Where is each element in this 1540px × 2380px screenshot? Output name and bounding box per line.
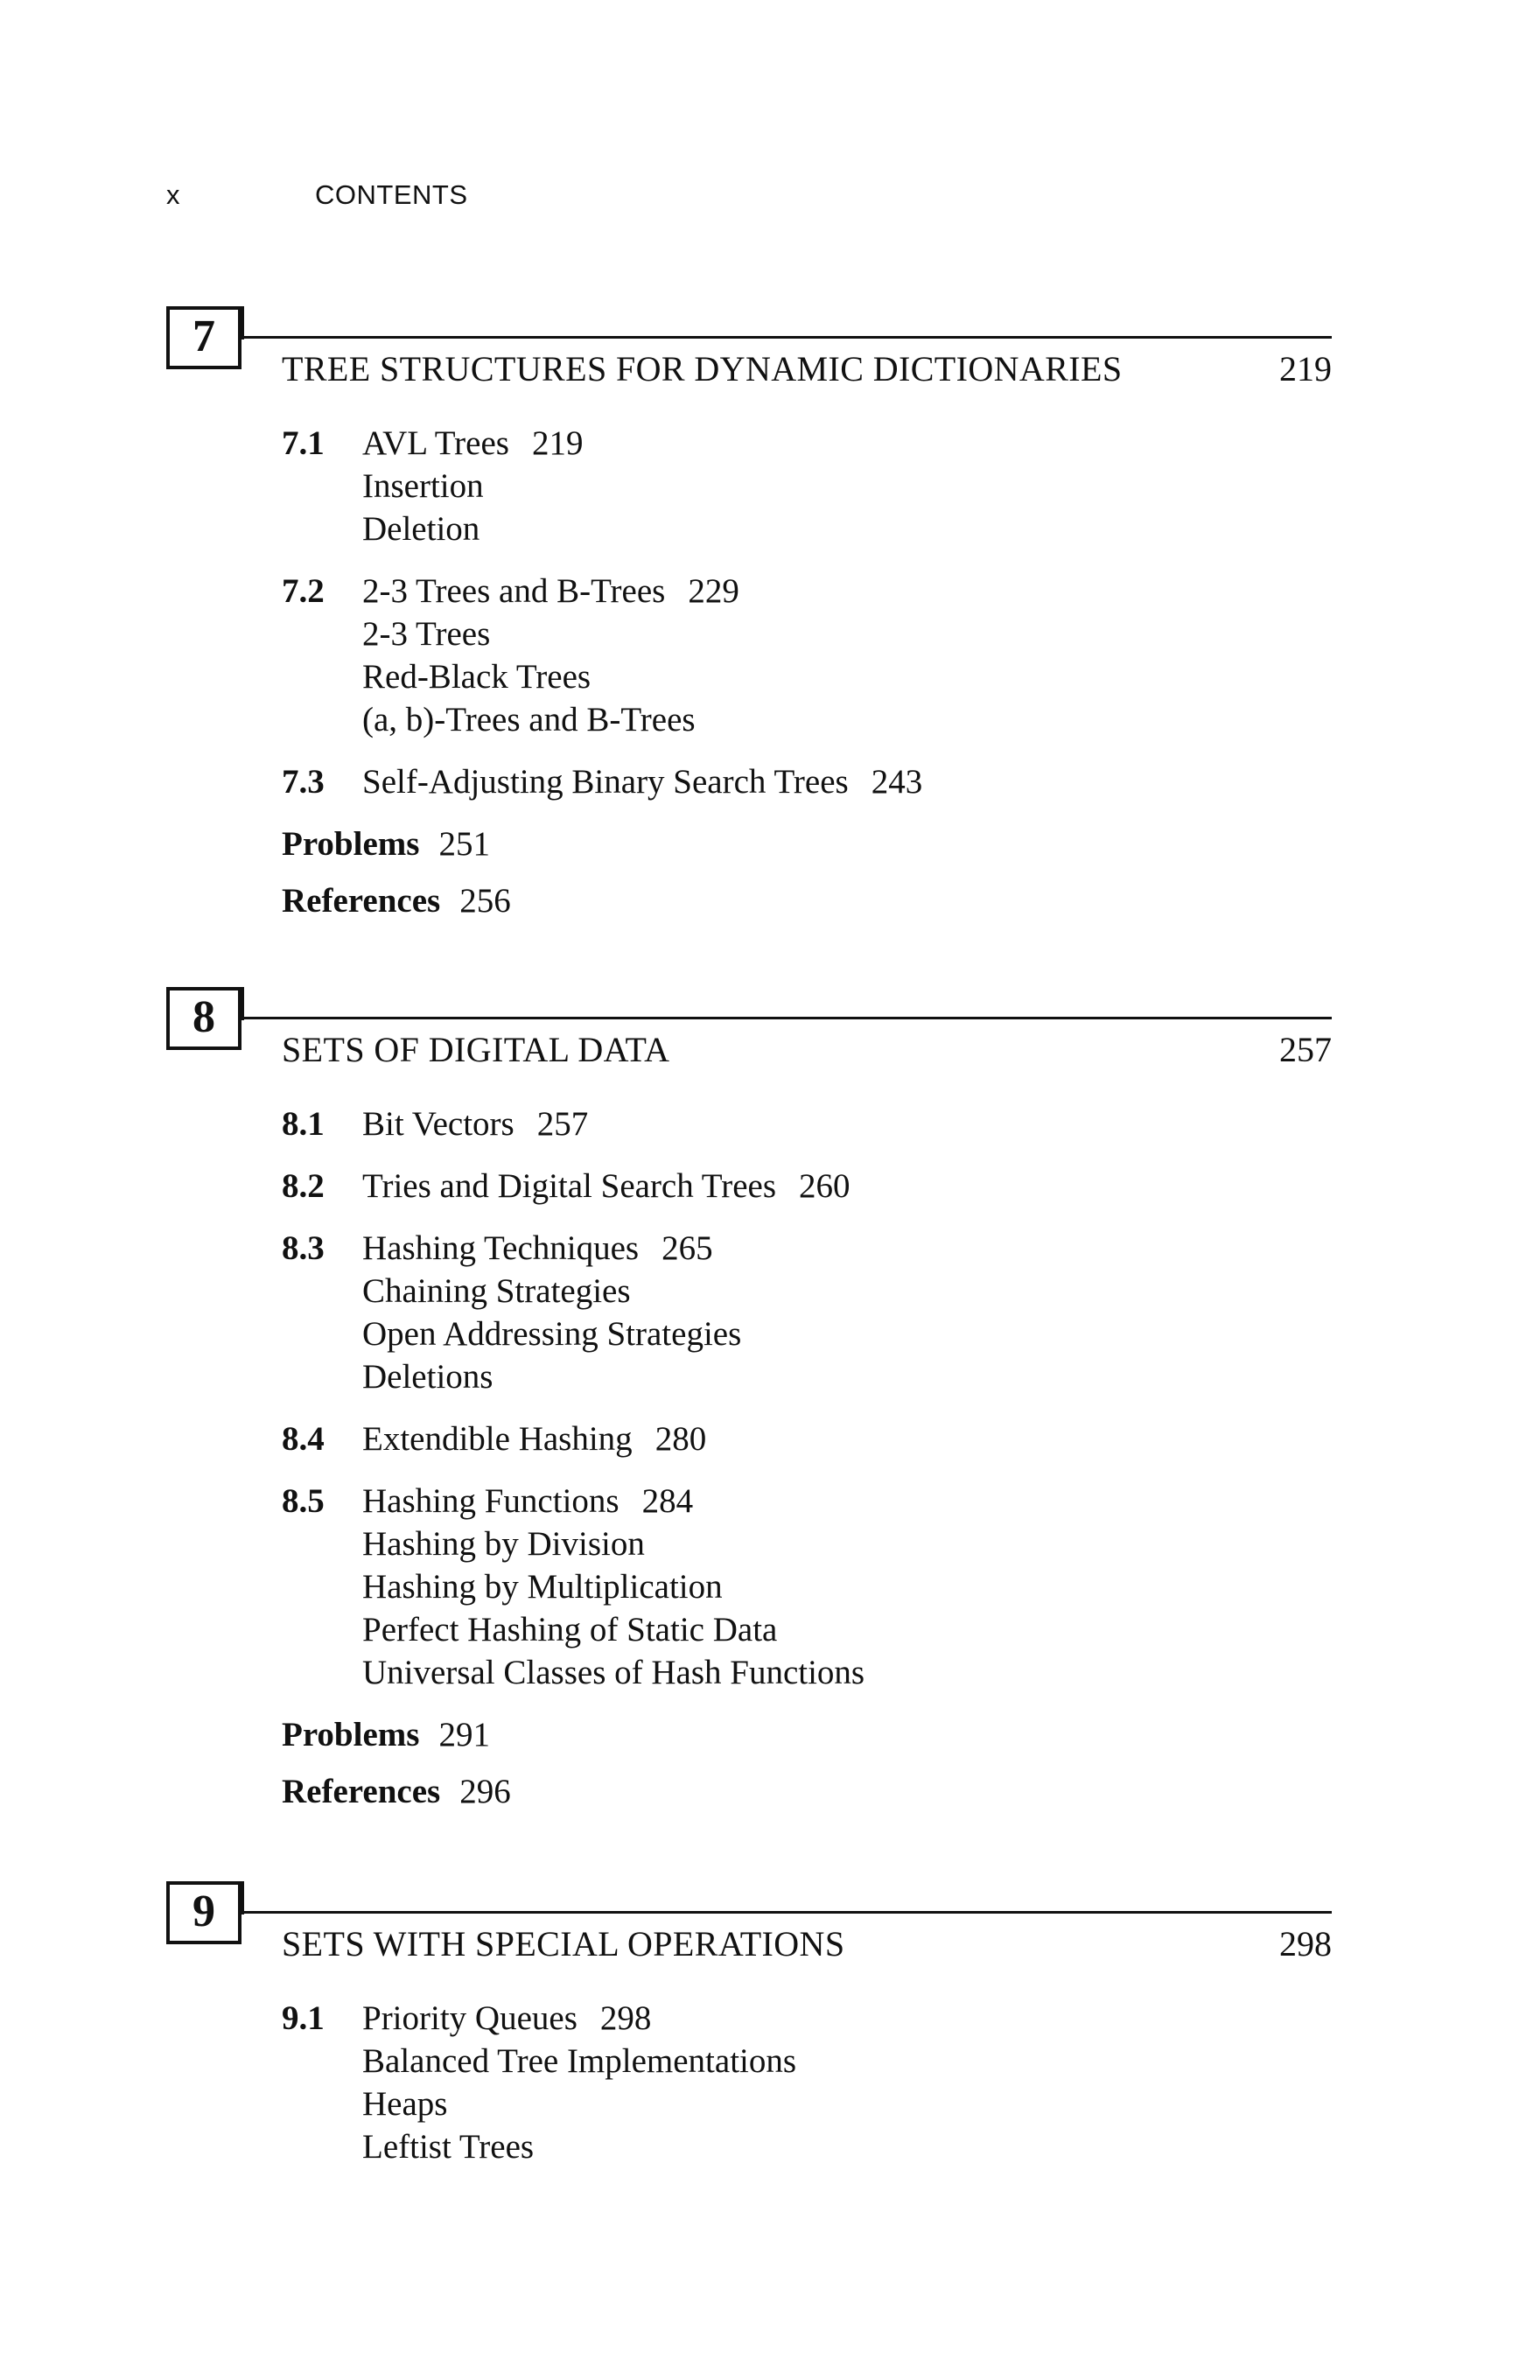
subsection-item: Universal Classes of Hash Functions <box>362 1654 865 1691</box>
chapter-entries <box>282 422 922 936</box>
section-entry <box>282 570 922 741</box>
chapter-title: SETS OF DIGITAL DATA <box>282 1030 670 1069</box>
section-number: 7.3 <box>282 763 325 801</box>
section-title: Bit Vectors <box>362 1105 514 1143</box>
references-entry <box>282 1770 864 1813</box>
chapter-rule <box>242 336 1332 339</box>
section-number: 8.3 <box>282 1229 325 1267</box>
problems-label: Problems <box>282 1716 420 1754</box>
section-entry <box>282 1997 796 2168</box>
references-label: References <box>282 882 441 920</box>
section-page: 243 <box>871 763 923 801</box>
section-page: 298 <box>599 1999 652 2037</box>
section-number: 8.1 <box>282 1105 325 1143</box>
section-title: Self-Adjusting Binary Search Trees <box>362 763 849 801</box>
section-entry <box>282 1165 864 1208</box>
chapter-entries <box>282 1997 796 2188</box>
section-number: 7.1 <box>282 424 325 462</box>
section-title: Hashing Techniques <box>362 1229 640 1267</box>
chapter-number-box: 8 <box>166 987 242 1050</box>
section-entry <box>282 1480 864 1694</box>
chapter-rule-tick <box>242 987 244 1020</box>
section-title: AVL Trees <box>362 424 509 462</box>
section-number: 8.5 <box>282 1482 325 1520</box>
chapter-rule <box>242 1911 1332 1914</box>
subsection-item: Heaps <box>362 2085 448 2123</box>
section-page: 284 <box>641 1482 694 1520</box>
section-number: 7.2 <box>282 572 325 610</box>
running-head-title: CONTENTS <box>315 179 468 210</box>
section-entry <box>282 1418 864 1460</box>
problems-entry <box>282 1713 864 1756</box>
section-page: 280 <box>654 1420 707 1458</box>
section-number: 8.4 <box>282 1420 325 1458</box>
chapter-rule-tick <box>242 306 244 340</box>
section-entry <box>282 1227 864 1398</box>
subsection-item: Deletion <box>362 510 480 548</box>
subsection-item: Open Addressing Strategies <box>362 1315 742 1353</box>
references-page: 256 <box>459 882 511 920</box>
section-page: 260 <box>799 1167 850 1205</box>
references-entry <box>282 879 922 922</box>
section-number: 9.1 <box>282 1999 325 2037</box>
subsection-item: 2-3 Trees <box>362 615 491 653</box>
section-title: Extendible Hashing <box>362 1420 633 1458</box>
section-title: Priority Queues <box>362 1999 578 2037</box>
subsection-item: Insertion <box>362 467 484 505</box>
subsection-item: (a, b)-Trees and B-Trees <box>362 701 696 738</box>
subsection-item: Balanced Tree Implementations <box>362 2042 797 2080</box>
chapter-page: 257 <box>1279 1030 1332 1069</box>
section-page: 265 <box>662 1229 713 1267</box>
chapter-rule <box>242 1017 1332 1019</box>
subsection-item: Red-Black Trees <box>362 658 592 696</box>
page-folio: x <box>166 179 180 210</box>
section-page: 229 <box>688 572 739 610</box>
section-entry <box>282 1102 864 1145</box>
section-entry <box>282 422 922 550</box>
subsection-item: Leftist Trees <box>362 2128 535 2166</box>
section-title: Hashing Functions <box>362 1482 620 1520</box>
section-entry <box>282 760 922 803</box>
chapter-rule-tick <box>242 1881 244 1914</box>
subsection-item: Chaining Strategies <box>362 1272 631 1310</box>
chapter-page: 298 <box>1279 1924 1332 1964</box>
references-page: 296 <box>459 1773 511 1810</box>
subsection-item: Hashing by Multiplication <box>362 1568 723 1606</box>
section-number: 8.2 <box>282 1167 325 1205</box>
chapter-page: 219 <box>1279 349 1332 388</box>
problems-label: Problems <box>282 825 420 863</box>
chapter-title: TREE STRUCTURES FOR DYNAMIC DICTIONARIES <box>282 349 1123 388</box>
chapter-number-box: 9 <box>166 1881 242 1944</box>
problems-entry <box>282 822 922 865</box>
subsection-item: Deletions <box>362 1358 494 1396</box>
section-title: 2-3 Trees and B-Trees <box>362 572 666 610</box>
section-page: 219 <box>531 424 584 462</box>
problems-page: 251 <box>438 825 490 863</box>
references-label: References <box>282 1773 441 1810</box>
chapter-title: SETS WITH SPECIAL OPERATIONS <box>282 1924 845 1964</box>
subsection-item: Hashing by Division <box>362 1525 645 1563</box>
section-page: 257 <box>536 1105 589 1143</box>
chapter-number-box: 7 <box>166 306 242 369</box>
problems-page: 291 <box>438 1716 490 1754</box>
chapter-entries <box>282 1102 864 1827</box>
section-title: Tries and Digital Search Trees <box>362 1167 777 1205</box>
subsection-item: Perfect Hashing of Static Data <box>362 1611 778 1648</box>
